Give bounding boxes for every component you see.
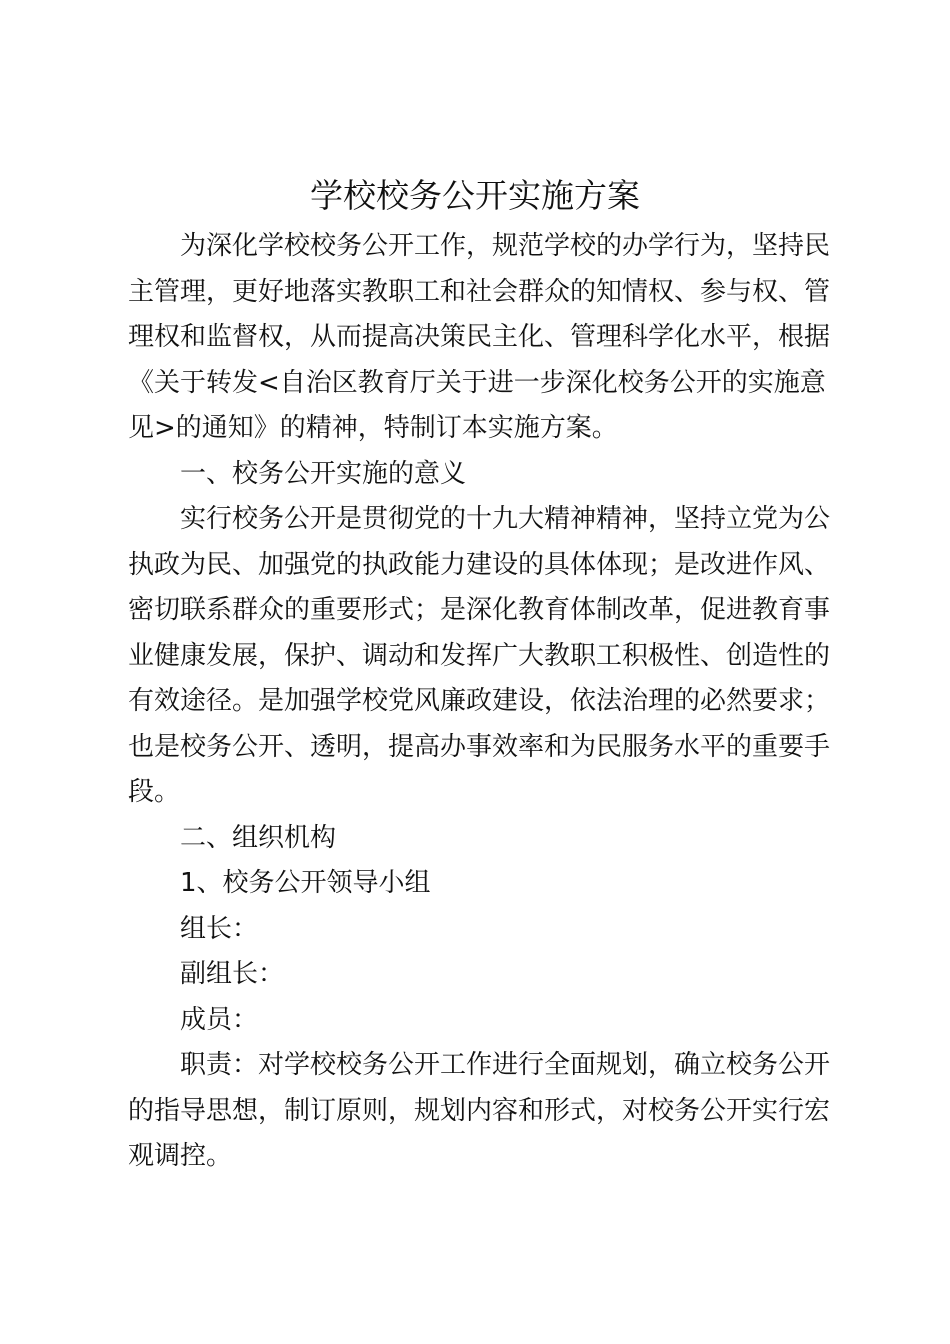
intro-line: 主管理，更好地落实教职工和社会群众的知情权、参与权、管: [128, 276, 831, 307]
intro-line: 理权和监督权，从而提高决策民主化、管理科学化水平，根据: [128, 322, 831, 352]
section2-heading: 二、组织机构: [180, 822, 337, 853]
intro-line: 见>的通知》的精神，特制订本实施方案。: [128, 413, 618, 443]
section1-line: 实行校务公开是贯彻党的十九大精神精神，坚持立党为公: [180, 504, 831, 534]
document-body: [128, 224, 832, 1180]
intro-line: 为深化学校校务公开工作，规范学校的办学行为，坚持民: [180, 231, 831, 261]
duties-line: 观调控。: [128, 1141, 233, 1171]
subsection1-heading: 1、校务公开领导小组: [180, 868, 431, 898]
section1-paragraph: [128, 497, 832, 816]
document-title: 学校校务公开实施方案: [310, 176, 640, 215]
leader-label: 组长：: [180, 913, 259, 944]
intro-line: 《关于转发<自治区教育厅关于进一步深化校务公开的实施意: [128, 367, 826, 398]
section1-line: 密切联系群众的重要形式；是深化教育体制改革，促进教育事: [128, 595, 831, 625]
duties-line: 职责：对学校校务公开工作进行全面规划，确立校务公开: [180, 1050, 831, 1080]
section1-heading: 一、校务公开实施的意义: [180, 458, 467, 489]
section1-line: 段。: [128, 777, 181, 807]
section1-line: 执政为民、加强党的执政能力建设的具体体现；是改进作风、: [128, 549, 831, 580]
section1-line: 也是校务公开、透明，提高办事效率和为民服务水平的重要手: [128, 731, 831, 762]
members-label: 成员：: [180, 1004, 259, 1035]
duties-paragraph: [128, 1043, 832, 1180]
duties-line: 的指导思想，制订原则，规划内容和形式，对校务公开实行宏: [128, 1095, 831, 1126]
intro-paragraph: [128, 224, 832, 452]
section1-line: 有效途径。是加强学校党风廉政建设，依法治理的必然要求；: [128, 686, 831, 716]
deputy-leader-label: 副组长：: [180, 959, 285, 989]
section1-line: 业健康发展，保护、调动和发挥广大教职工积极性、创造性的: [128, 640, 831, 671]
